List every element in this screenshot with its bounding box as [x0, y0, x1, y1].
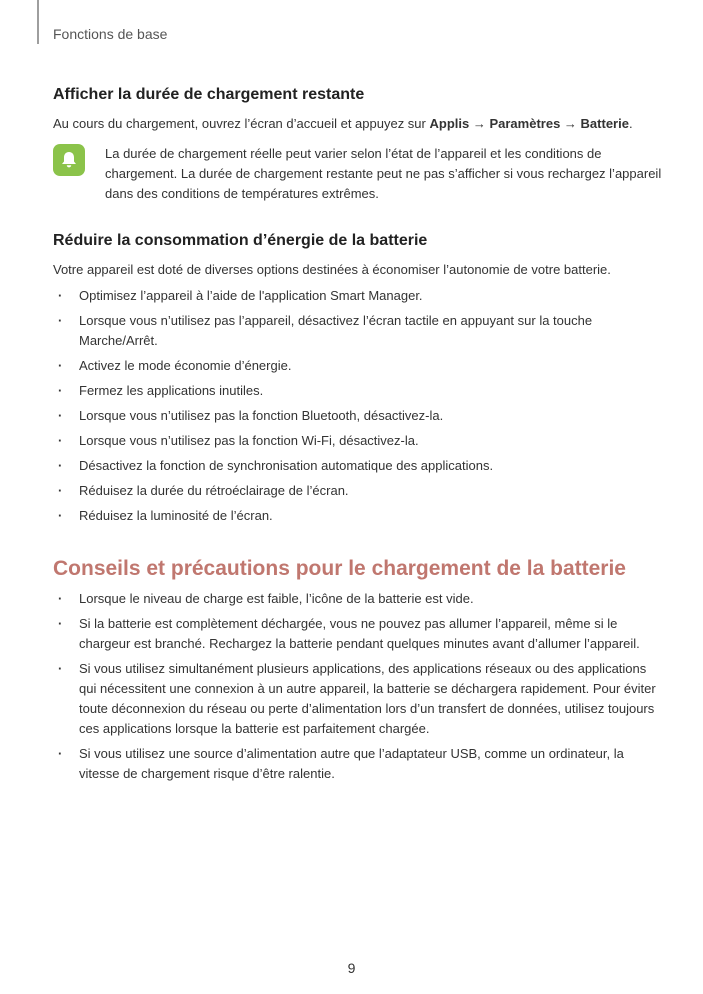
section-title-reduce-consumption: Réduire la consommation d’énergie de la batterie	[53, 232, 428, 249]
page-content	[53, 84, 663, 789]
note-text: La durée de chargement réelle peut varier selon l’état de l’appareil et les conditions de chargement. La durée de chargement restante peut ne pas s’afficher si vous rechargez l’appareil dans des conditions de températures extrêmes.	[105, 146, 662, 201]
list-item: · Réduisez la luminosité de l’écran.	[53, 506, 663, 526]
list-item: · Si vous utilisez simultanément plusieurs applications, des applications réseaux ou des applications qui nécessitent une connexion à un autre appareil, la batterie se déchargera rapidement. Pour éviter toute déconnexion du réseau ou perte d’alimentation lors d’un transfert de données, utilisez toujours ces applications lorsque la batterie est parfaitement chargée.	[53, 659, 663, 739]
page-number: 9	[347, 960, 356, 976]
section-title-charging-tips: Conseils et précautions pour le chargement de la batterie	[53, 557, 626, 580]
path-applis: Applis	[429, 116, 470, 131]
reduce-consumption-intro: Votre appareil est doté de diverses options destinées à économiser l’autonomie de votre batterie.	[53, 262, 611, 277]
path-arrow: →	[472, 116, 486, 131]
path-parametres: Paramètres	[489, 116, 561, 131]
chapter-header: Fonctions de base	[53, 26, 168, 42]
path-batterie: Batterie	[580, 116, 629, 131]
list-item: · Lorsque vous n’utilisez pas la fonction Wi-Fi, désactivez-la.	[53, 431, 663, 451]
list-item: · Si vous utilisez une source d’alimentation autre que l’adaptateur USB, comme un ordinateur, la vitesse de chargement risque d’être ralentie.	[53, 744, 663, 784]
list-item: · Activez le mode économie d’énergie.	[53, 356, 663, 376]
list-item: · Réduisez la durée du rétroéclairage de l’écran.	[53, 481, 663, 501]
list-item: · Lorsque vous n’utilisez pas l’appareil, désactivez l’écran tactile en appuyant sur la touche Marche/Arrêt.	[53, 311, 663, 351]
reduce-consumption-list	[53, 286, 663, 526]
list-item: · Lorsque le niveau de charge est faible, l’icône de la batterie est vide.	[53, 589, 663, 609]
bell-icon	[53, 144, 85, 176]
instructions-prefix: Au cours du chargement, ouvrez l’écran d’accueil et appuyez sur	[53, 116, 430, 131]
remaining-charge-instructions	[53, 114, 663, 134]
list-item: · Lorsque vous n’utilisez pas la fonction Bluetooth, désactivez-la.	[53, 406, 663, 426]
path-arrow: →	[563, 116, 577, 131]
list-item: · Si la batterie est complètement déchargée, vous ne pouvez pas allumer l’appareil, même si le chargeur est branché. Rechargez la batterie pendant quelques minutes avant d’allumer l’appareil.	[53, 614, 663, 654]
list-item: · Désactivez la fonction de synchronisation automatique des applications.	[53, 456, 663, 476]
header-rule	[37, 0, 39, 44]
instructions-period: .	[628, 116, 633, 131]
list-item: · Optimisez l’appareil à l’aide de l'application Smart Manager.	[53, 286, 663, 306]
charging-tips-list	[53, 589, 663, 784]
list-item: · Fermez les applications inutiles.	[53, 381, 663, 401]
section-title-remaining-charge: Afficher la durée de chargement restante	[53, 86, 365, 103]
note-box	[53, 144, 663, 204]
